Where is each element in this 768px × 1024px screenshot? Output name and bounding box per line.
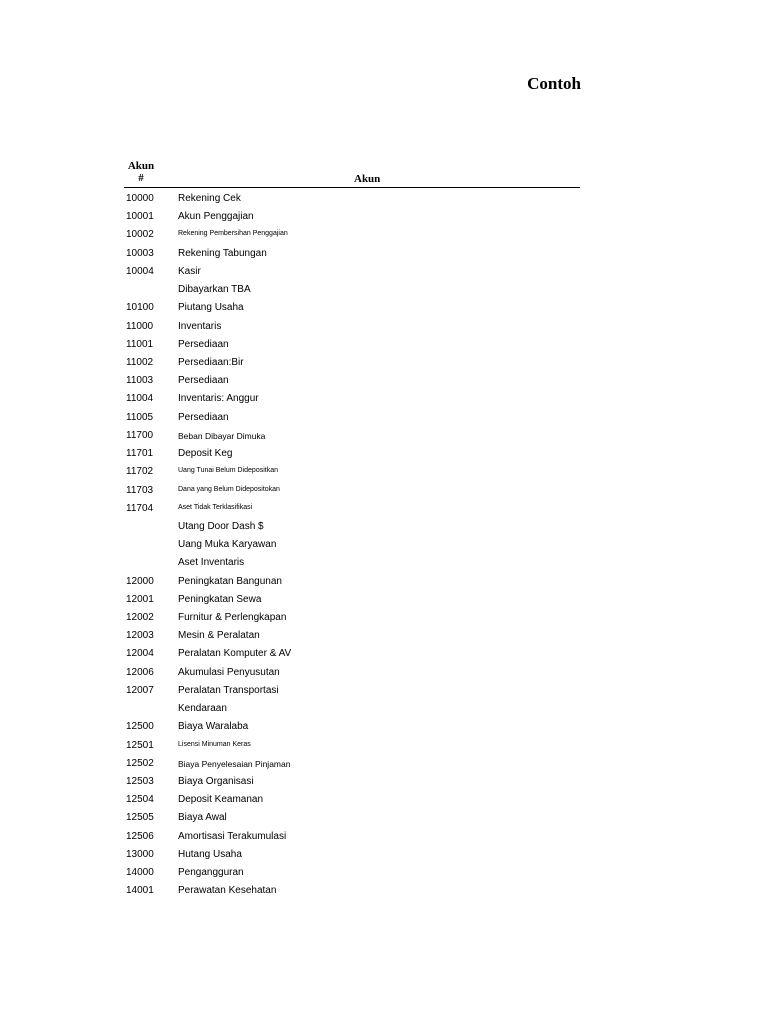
table-row bbox=[124, 481, 580, 499]
account-name: Peralatan Transportasi bbox=[178, 684, 279, 696]
account-name: Lisensi Minuman Keras bbox=[178, 740, 251, 748]
table-row bbox=[124, 335, 580, 353]
account-name: Akun Penggajian bbox=[178, 211, 254, 223]
table-row bbox=[124, 426, 580, 444]
table-row bbox=[124, 225, 580, 243]
account-name: Pengangguran bbox=[178, 867, 244, 879]
account-name: Utang Door Dash $ bbox=[178, 520, 264, 532]
account-name: Peningkatan Bangunan bbox=[178, 575, 282, 587]
table-row bbox=[124, 626, 580, 644]
account-name: Akumulasi Penyusutan bbox=[178, 666, 280, 678]
account-name: Aset Inventaris bbox=[178, 557, 245, 569]
account-name: Biaya Awal bbox=[178, 812, 227, 824]
account-number: 11001 bbox=[126, 338, 154, 350]
account-number: 12006 bbox=[126, 666, 154, 678]
account-number-header-line1: Akun bbox=[127, 160, 155, 172]
account-number-header-line2: # bbox=[138, 172, 144, 184]
account-name: Biaya Penyelesaian Pinjaman bbox=[178, 758, 291, 769]
account-number: 10100 bbox=[126, 302, 154, 314]
account-name: Persediaan bbox=[178, 338, 229, 350]
account-name: Aset Tidak Terklasifikasi bbox=[178, 503, 253, 511]
account-name: Biaya Waralaba bbox=[178, 721, 249, 733]
account-name: Inventaris bbox=[178, 320, 222, 332]
account-list bbox=[124, 189, 580, 900]
account-number: 11004 bbox=[126, 393, 154, 405]
table-row bbox=[124, 663, 580, 681]
table-row bbox=[124, 244, 580, 262]
account-number: 10000 bbox=[126, 193, 154, 204]
account-name: Piutang Usaha bbox=[178, 302, 244, 314]
account-name-header: Akun bbox=[354, 173, 381, 185]
account-number: 12001 bbox=[126, 593, 154, 605]
table-row bbox=[124, 790, 580, 808]
table-row bbox=[124, 754, 580, 772]
table-row bbox=[124, 499, 580, 517]
account-number: 12502 bbox=[126, 757, 154, 769]
table-row bbox=[124, 808, 580, 826]
account-name: Beban Dibayar Dimuka bbox=[178, 430, 266, 441]
account-name: Rekening Pembersihan Penggajian bbox=[178, 230, 288, 238]
account-name: Kendaraan bbox=[178, 703, 227, 715]
table-row bbox=[124, 717, 580, 735]
account-name: Uang Muka Karyawan bbox=[178, 539, 277, 551]
account-name: Peningkatan Sewa bbox=[178, 593, 262, 605]
table-row bbox=[124, 535, 580, 553]
table-row bbox=[124, 462, 580, 480]
account-name: Amortisasi Terakumulasi bbox=[178, 830, 287, 842]
account-number: 12003 bbox=[126, 630, 154, 642]
account-number: 12500 bbox=[126, 721, 154, 733]
table-row bbox=[124, 389, 580, 407]
table-row bbox=[124, 845, 580, 863]
account-name: Inventaris: Anggur bbox=[178, 393, 259, 405]
account-name: Rekening Cek bbox=[178, 193, 241, 204]
account-name: Deposit Keamanan bbox=[178, 794, 264, 806]
account-name: Persediaan bbox=[178, 411, 229, 423]
account-name: Furnitur & Perlengkapan bbox=[178, 612, 287, 624]
table-row bbox=[124, 590, 580, 608]
account-number: 12004 bbox=[126, 648, 154, 660]
table-row bbox=[124, 517, 580, 535]
account-number: 11003 bbox=[126, 375, 154, 387]
account-number: 11000 bbox=[126, 320, 154, 332]
table-row bbox=[124, 280, 580, 298]
account-number: 11703 bbox=[126, 484, 154, 496]
account-number: 12002 bbox=[126, 612, 154, 624]
account-number: 11701 bbox=[126, 448, 154, 460]
account-name: Rekening Tabungan bbox=[178, 247, 267, 259]
account-number: 12503 bbox=[126, 776, 154, 787]
table-row bbox=[124, 863, 580, 881]
account-name: Uang Tunai Belum Didepositkan bbox=[178, 467, 279, 475]
account-name: Dana yang Belum Didepositokan bbox=[178, 485, 280, 493]
account-number: 10001 bbox=[126, 211, 154, 223]
table-header bbox=[124, 160, 580, 188]
account-number: 11702 bbox=[126, 466, 154, 478]
account-number: 10004 bbox=[126, 265, 154, 277]
account-number: 11704 bbox=[126, 502, 154, 514]
table-row bbox=[124, 262, 580, 280]
account-name: Mesin & Peralatan bbox=[178, 630, 260, 642]
account-number: 10002 bbox=[126, 229, 154, 241]
table-row bbox=[124, 444, 580, 462]
account-number: 13000 bbox=[126, 848, 154, 860]
account-name: Biaya Organisasi bbox=[178, 776, 254, 787]
table-row bbox=[124, 681, 580, 699]
table-row bbox=[124, 353, 580, 371]
account-number: 12007 bbox=[126, 684, 154, 696]
table-row bbox=[124, 371, 580, 389]
table-row bbox=[124, 772, 580, 790]
table-row bbox=[124, 408, 580, 426]
table-row bbox=[124, 644, 580, 662]
account-number: 11002 bbox=[126, 356, 154, 368]
account-name: Persediaan bbox=[178, 375, 229, 387]
table-row bbox=[124, 881, 580, 899]
account-name: Persediaan:Bir bbox=[178, 356, 244, 368]
account-number: 11700 bbox=[126, 429, 154, 441]
account-number: 14000 bbox=[126, 867, 154, 879]
account-name: Dibayarkan TBA bbox=[178, 284, 251, 296]
table-row bbox=[124, 189, 580, 207]
account-number: 12505 bbox=[126, 812, 154, 824]
account-name: Hutang Usaha bbox=[178, 848, 242, 860]
account-number: 12506 bbox=[126, 830, 154, 842]
table-row bbox=[124, 207, 580, 225]
table-row bbox=[124, 572, 580, 590]
table-row bbox=[124, 608, 580, 626]
account-number: 14001 bbox=[126, 885, 154, 897]
account-number-header bbox=[124, 160, 158, 184]
table-row bbox=[124, 827, 580, 845]
account-name: Kasir bbox=[178, 265, 201, 277]
table-row bbox=[124, 298, 580, 316]
page-title: Contoh bbox=[527, 74, 581, 93]
account-name: Perawatan Kesehatan bbox=[178, 885, 277, 897]
table-row bbox=[124, 317, 580, 335]
account-number: 10003 bbox=[126, 247, 154, 259]
account-number: 11005 bbox=[126, 411, 154, 423]
account-name: Deposit Keg bbox=[178, 448, 233, 460]
account-number: 12501 bbox=[126, 739, 154, 751]
table-row bbox=[124, 736, 580, 754]
account-number: 12504 bbox=[126, 794, 154, 806]
table-row bbox=[124, 699, 580, 717]
table-row bbox=[124, 553, 580, 571]
account-number: 12000 bbox=[126, 575, 154, 587]
account-name: Peralatan Komputer & AV bbox=[178, 648, 292, 660]
